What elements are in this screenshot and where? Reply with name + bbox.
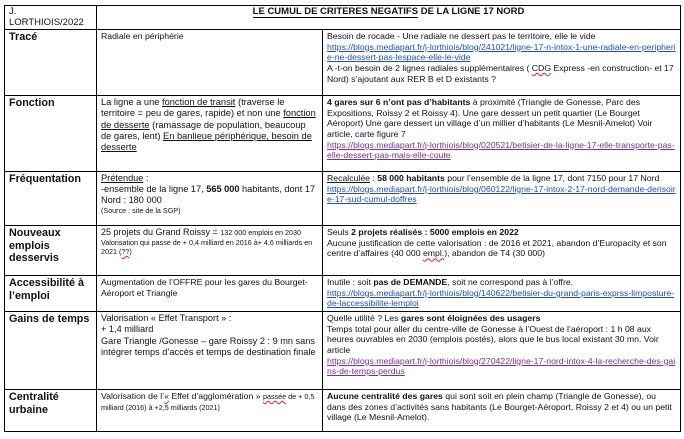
reality-text: Recalculée : 58 000 habitants pour l’ensemble de la ligne 17, dont 7150 pour 17 Nord: [327, 173, 660, 184]
article-link[interactable]: https://blogs.mediapart.fr/j-lorthiois/blog/241021/ligne-17-n-intox-1-une-radiale-en-peripherie-ne-dessert-pas-lespace-elle-le-vide: [327, 41, 676, 63]
author-label: J. LORTHIOIS/2022: [9, 6, 84, 28]
reality-text: Besoin de rocade - Une radiale ne dessert pas le territoire, elle le vide: [327, 31, 596, 42]
claim-text: Gare Triangle /Gonesse – gare Roissy 2 : 9 mn sans intégrer temps d’accès et temps de destination finale: [101, 335, 316, 357]
reality-cell: [323, 276, 681, 312]
reality-heading: Quelle utilité ? Les gares sont éloignées des usagers: [327, 313, 541, 324]
claim-cell: [97, 226, 323, 276]
claim-text: -ensemble de la ligne 17, 565 000 habitants, dont 17 Nord : 180 000: [101, 184, 316, 206]
reality-heading: Seuls 2 projets réalisés : 5000 emplois en 2022: [327, 227, 519, 238]
row-label: Accessibilité à l’emploi: [5, 276, 97, 312]
reality-text: 4 gares sur 6 n’ont pas d’habitants à proximité (Triangle de Gonesse, Parc des Expositions, Roissy 2 et Roissy 4). Une gare dessert un petit quartier (Le Bourget Aéroport) Une gare dessert un village d’un millier d’habitants (Le Mesnil-Amelot) Voir article, carte figure 7: [327, 97, 653, 139]
article-link[interactable]: https://blogs.mediapart.fr/j-lorthiois/blog/060122/ligne-17-intox-2-17-nord-demande-derisoire-17-sud-cumul-doffres: [327, 183, 676, 205]
table-row: [5, 172, 681, 226]
criteria-table: [4, 5, 681, 432]
row-label: Centralité urbaine: [5, 390, 97, 432]
reality-cell: [323, 30, 681, 96]
reality-cell: [323, 312, 681, 390]
reality-text: Inutile : soit pas de DEMANDE, soit ne correspond pas à l’offre.: [327, 277, 574, 288]
row-label: Nouveaux emplois desservis: [5, 226, 97, 276]
reality-text: Aucune centralité des gares qui sont soit en plein champ (Triangle de Gonesse), ou dans des zones d’activités sans habitants (Le Bourget-Aéroport, Roissy 2 et 4) ou un petit village (Le Mesnil-Amelot).: [327, 391, 672, 423]
reality-text: Aucune justification de cette valorisation : de 2016 et 2021, abandon d’Europacity et son centre d’affaires (40 000 empl.), abandon de T4 (30 000): [327, 237, 667, 259]
table-row: [5, 96, 681, 172]
claim-cell: [97, 276, 323, 312]
reality-cell: [323, 96, 681, 172]
title-part1: LE CUMUL DE CRITERES NEGATIFS: [252, 6, 419, 17]
source-note: (Source : site de la SGP): [101, 206, 181, 216]
reality-cell: [323, 226, 681, 276]
row-label: Fréquentation: [5, 172, 97, 226]
claim-cell: [97, 312, 323, 390]
reality-cell: [323, 172, 681, 226]
row-label: Tracé: [5, 30, 97, 96]
valuation-note: Valorisation qui passe de + 0,4 milliard en 2016 à+ 4,6 milliards en 2021 (??): [101, 237, 313, 256]
claim-cell: [97, 30, 323, 96]
table-row: [5, 226, 681, 276]
article-link[interactable]: https://blogs.mediapart.fr/j-lorthiois/blog/270422/ligne-17-nord-intox-4-la-recherche-des-gains-de-temps-perdus: [327, 355, 676, 377]
claim-cell: [97, 172, 323, 226]
header-row: [5, 6, 681, 30]
claim-text: Augmentation de l’OFFRE pour les gares du Bourget-Aéroport et Triangle: [101, 277, 308, 298]
table-row: [5, 390, 681, 432]
title-part2: DE LA LIGNE 17 NORD: [418, 6, 525, 17]
claim-cell: La ligne a une fonction de transit (traverse le territoire = peu de gares, rapide) et non une fonction de desserte (ramassage de population, beaucoup de gares, lent) En banlieue périphérique, besoin de desserte: [97, 96, 323, 172]
claim-text: Radiale en périphérie: [101, 31, 184, 42]
claim-text: 25 projets du Grand Roissy = 132 000 emplois en 2030: [101, 227, 302, 238]
claim-cell: [97, 390, 323, 432]
table-row: [5, 276, 681, 312]
reality-question: A -t-on besoin de 2 lignes radiales supplémentaires ( CDG Express -en construction- et 17 Nord) s’ajoutant aux RER B et D existants ?: [327, 62, 674, 84]
row-label: Fonction: [5, 96, 97, 172]
article-link[interactable]: https://blogs.mediapart.fr/j-lorthiois/blog/140622/betisier-du-grand-paris-exprss-limposture-de-laccessibilite-lemploi: [327, 287, 675, 309]
claim-value: + 1,4 milliard: [101, 324, 154, 335]
table-row: [5, 312, 681, 390]
reality-cell: [323, 390, 681, 432]
reality-text: Temps total pour aller du centre-ville de Gonesse à l’Ouest de l’aéroport : 1 h 08 aux heures ouvrables en 2030 (emplois postés), alors que le bus local existant 30 mn. Voir article: [327, 323, 659, 355]
row-label: Gains de temps: [5, 312, 97, 390]
claim-text: Valorisation de l’« Effet d’agglomération » passée de + 0,5 milliard (2016) à +2,5 milliards (2021): [101, 391, 315, 412]
claim-heading: Valorisation « Effet Transport » :: [101, 313, 232, 324]
claim-heading: Prétendue :: [101, 173, 149, 184]
article-link[interactable]: https://blogs.mediapart.fr/j-lorthiois/blog/020521/betisier-de-la-ligne-17-elle-transporte-pas-elle-dessert-pas-mais-elle-coute: [327, 139, 675, 161]
author-cell: [5, 6, 97, 30]
document-title: [97, 6, 681, 30]
table-row: [5, 30, 681, 96]
